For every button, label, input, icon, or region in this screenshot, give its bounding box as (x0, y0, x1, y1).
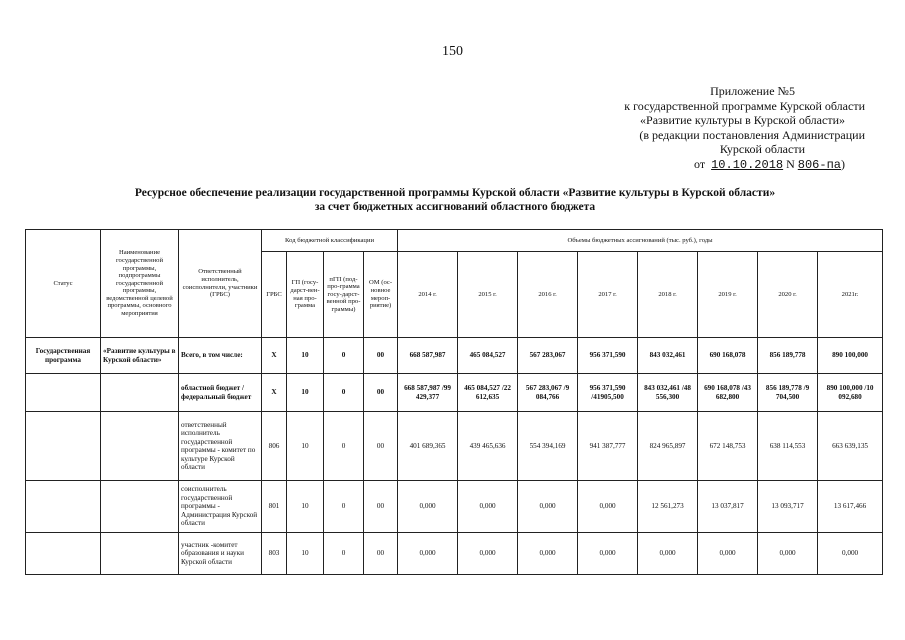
header-year: 2021г. (818, 252, 883, 338)
cell-value: 890 100,000 /10 092,680 (818, 374, 883, 412)
header-year: 2016 г. (518, 252, 578, 338)
cell-value: 663 639,135 (818, 412, 883, 481)
cell-value: 0,000 (578, 481, 638, 533)
cell-value: 13 617,466 (818, 481, 883, 533)
cell-value: 12 561,273 (638, 481, 698, 533)
cell-om: 00 (364, 533, 398, 575)
cell-value: 0,000 (518, 481, 578, 533)
date-value: 10.10.2018 (711, 157, 784, 172)
cell-value: 856 189,778 /9 704,500 (758, 374, 818, 412)
cell-grbs: Х (262, 338, 287, 374)
header-code-group: Код бюджетной классификации (262, 230, 398, 252)
table-row (26, 412, 883, 481)
cell-om: 00 (364, 374, 398, 412)
cell-value: 0,000 (758, 533, 818, 575)
table-row (26, 374, 883, 412)
cell-value: 439 465,636 (458, 412, 518, 481)
cell-gp: 10 (287, 412, 324, 481)
cell-pgp: 0 (324, 481, 364, 533)
cell-value: 668 587,987 (398, 338, 458, 374)
cell-executor: участник -комитет образования и науки Курской области (179, 533, 262, 575)
cell-value: 0,000 (398, 533, 458, 575)
cell-name (101, 533, 179, 575)
num-suffix: ) (841, 156, 845, 171)
cell-om: 00 (364, 481, 398, 533)
cell-om: 00 (364, 338, 398, 374)
cell-pgp: 0 (324, 533, 364, 575)
cell-grbs: 801 (262, 481, 287, 533)
cell-value: 690 168,078 /43 682,800 (698, 374, 758, 412)
budget-table (25, 229, 883, 575)
cell-gp: 10 (287, 338, 324, 374)
cell-gp: 10 (287, 533, 324, 575)
cell-value: 0,000 (578, 533, 638, 575)
header-grbs: ГРБС (262, 252, 287, 338)
title-line-2: за счет бюджетных ассигнований областного бюджета (314, 201, 596, 213)
document-title (30, 186, 880, 214)
cell-om: 00 (364, 412, 398, 481)
header-gp: ГП (госу-дарст-вен-ная про-грамма (287, 252, 324, 338)
cell-status (26, 533, 101, 575)
cell-value: 0,000 (638, 533, 698, 575)
cell-status: Государственная программа (26, 338, 101, 374)
cell-value: 824 965,897 (638, 412, 698, 481)
header-volumes-group: Объемы бюджетных ассигнований (тыс. руб.), годы (398, 230, 883, 252)
header-status: Статус (26, 230, 101, 338)
cell-value: 0,000 (698, 533, 758, 575)
number-value: 806-па (797, 157, 841, 172)
appendix-line: к государственной программе Курской области (624, 98, 865, 113)
cell-value: 401 689,365 (398, 412, 458, 481)
cell-name (101, 374, 179, 412)
cell-pgp: 0 (324, 412, 364, 481)
cell-value: 0,000 (458, 533, 518, 575)
header-year: 2019 г. (698, 252, 758, 338)
title-line-1: Ресурсное обеспечение реализации государственной программы Курской области «Развитие культуры в Курской области» (134, 187, 776, 199)
cell-value: 0,000 (818, 533, 883, 575)
cell-grbs: 806 (262, 412, 287, 481)
cell-status (26, 481, 101, 533)
cell-value: 13 093,717 (758, 481, 818, 533)
cell-gp: 10 (287, 481, 324, 533)
cell-grbs: Х (262, 374, 287, 412)
appendix-line: «Развитие культуры в Курской области» (640, 113, 845, 127)
appendix-ref (565, 157, 865, 173)
cell-status (26, 374, 101, 412)
cell-value: 0,000 (518, 533, 578, 575)
cell-executor: Всего, в том числе: (179, 338, 262, 374)
appendix-block (565, 84, 865, 172)
header-om: ОМ (ос-новное мероп-риятие) (364, 252, 398, 338)
cell-value: 856 189,778 (758, 338, 818, 374)
cell-value: 956 371,590 /41905,500 (578, 374, 638, 412)
cell-executor: ответственный исполнитель государственной программы - комитет по культуре Курской области (179, 412, 262, 481)
cell-value: 13 037,817 (698, 481, 758, 533)
cell-value: 567 283,067 /9 084,766 (518, 374, 578, 412)
cell-value: 638 114,553 (758, 412, 818, 481)
cell-value: 567 283,067 (518, 338, 578, 374)
header-pgp: пГП (под-про-грамма госу-дарст-венной про-граммы) (324, 252, 364, 338)
cell-name: «Развитие культуры в Курской области» (101, 338, 179, 374)
cell-pgp: 0 (324, 374, 364, 412)
header-executor: Ответственный исполнитель, соисполнители, участники (ГРБС) (179, 230, 262, 338)
cell-value: 690 168,078 (698, 338, 758, 374)
cell-value: 0,000 (398, 481, 458, 533)
cell-value: 843 032,461 (638, 338, 698, 374)
date-prefix: от (694, 156, 706, 171)
table-row (26, 338, 883, 374)
cell-pgp: 0 (324, 338, 364, 374)
cell-value: 843 032,461 /48 556,300 (638, 374, 698, 412)
cell-name (101, 481, 179, 533)
header-name: Наименование государственной программы, подпрограммы государственной программы, ведомственной целевой программы, основного мероприятия (101, 230, 179, 338)
cell-value: 672 148,753 (698, 412, 758, 481)
cell-name (101, 412, 179, 481)
header-year: 2018 г. (638, 252, 698, 338)
header-year: 2020 г. (758, 252, 818, 338)
cell-status (26, 412, 101, 481)
cell-value: 554 394,169 (518, 412, 578, 481)
cell-value: 941 387,777 (578, 412, 638, 481)
page-number: 150 (442, 44, 463, 59)
cell-value: 0,000 (458, 481, 518, 533)
cell-value: 465 084,527 /22 612,635 (458, 374, 518, 412)
header-year: 2015 г. (458, 252, 518, 338)
cell-value: 890 100,000 (818, 338, 883, 374)
appendix-line: (в редакции постановления Администрации (639, 127, 865, 142)
appendix-line: Курской области (719, 142, 805, 156)
header-year: 2017 г. (578, 252, 638, 338)
num-prefix: N (786, 156, 795, 171)
cell-value: 668 587,987 /99 429,377 (398, 374, 458, 412)
cell-value: 956 371,590 (578, 338, 638, 374)
appendix-line: Приложение №5 (710, 84, 795, 98)
table-row (26, 533, 883, 575)
cell-executor: областной бюджет /федеральный бюджет (179, 374, 262, 412)
cell-gp: 10 (287, 374, 324, 412)
cell-value: 465 084,527 (458, 338, 518, 374)
cell-executor: соисполнитель государственной программы - Администрация Курской области (179, 481, 262, 533)
cell-grbs: 803 (262, 533, 287, 575)
header-year: 2014 г. (398, 252, 458, 338)
table-row (26, 481, 883, 533)
